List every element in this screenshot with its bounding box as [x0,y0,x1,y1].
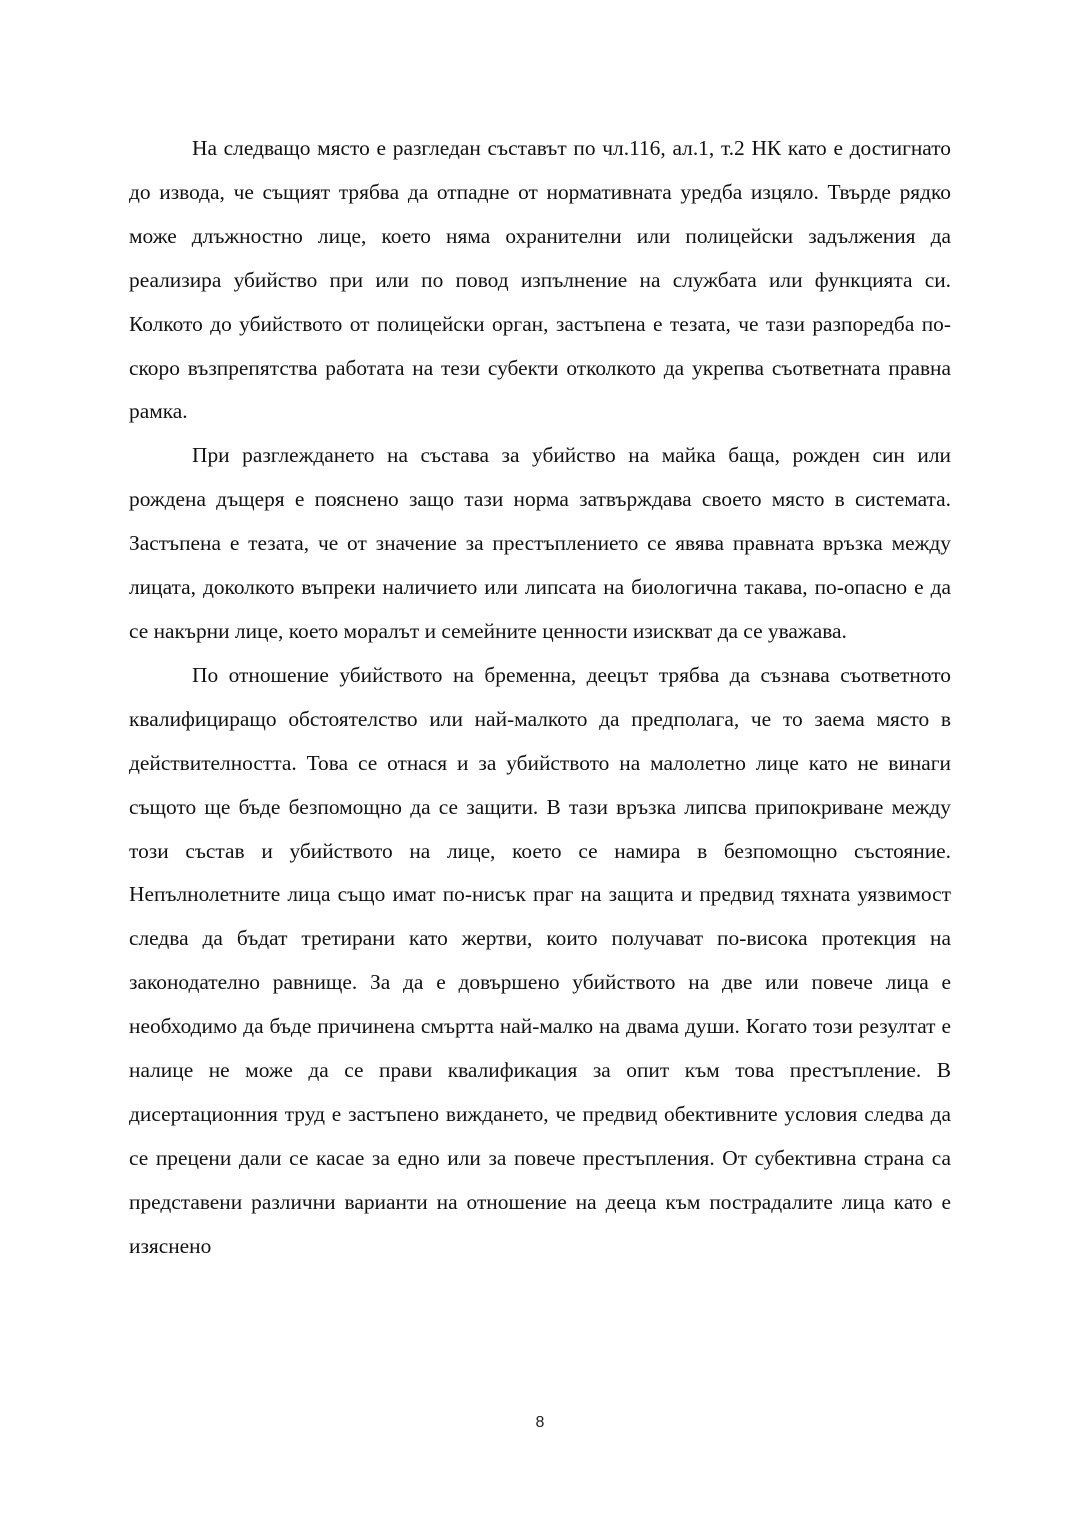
document-body [129,127,951,1269]
page-number: 8 [535,1414,545,1431]
paragraph-2: При разглеждането на състава за убийство на майка баща, рожден син или рождена дъщеря е пояснено защо тази норма затвърждава своето място в системата. Застъпена е тезата, че от значение за престъплението се явява правната връзка между лицата, доколкото въпреки наличието или липсата на биологична такава, по-опасно е да се накърни лице, което моралът и семейните ценности изискват да се уважава. [129,443,951,643]
paragraph-1: На следващо място е разгледан съставът по чл.116, ал.1, т.2 НК като е достигнато до извода, че същият трябва да отпадне от нормативната уредба изцяло. Твърде рядко може длъжностно лице, което няма охранителни или полицейски задължения да реализира убийство при или по повод изпълнение на службата или функцията си. Колкото до убийството от полицейски орган, застъпена е тезата, че тази разпоредба по-скоро възпрепятства работата на тези субекти отколкото да укрепва съответната правна рамка. [129,136,951,424]
paragraph-3: По отношение убийството на бременна, деецът трябва да съзнава съответното квалифициращо обстоятелство или най-малкото да предполага, че то заема място в действителността. Това се отнася и за убийството на малолетно лице като не винаги същото ще бъде безпомощно да се защити. В тази връзка липсва припокриване между този състав и убийството на лице, което се намира в безпомощно състояние. Непълнолетните лица също имат по-нисък праг на защита и предвид тяхната уязвимост следва да бъдат третирани като жертви, които получават по-висока протекция на законодателно равнище. За да е довършено убийството на две или повече лица е необходимо да бъде причинена смъртта най-малко на двама души. Когато този резултат е налице не може да се прави квалификация за опит към това престъпление. В дисертационния труд е застъпено виждането, че предвид обективните условия следва да се прецени дали се касае за едно или за повече престъпления. От субективна страна са представени различни варианти на отношение на дееца към пострадалите лица като е изяснено [129,662,951,1258]
